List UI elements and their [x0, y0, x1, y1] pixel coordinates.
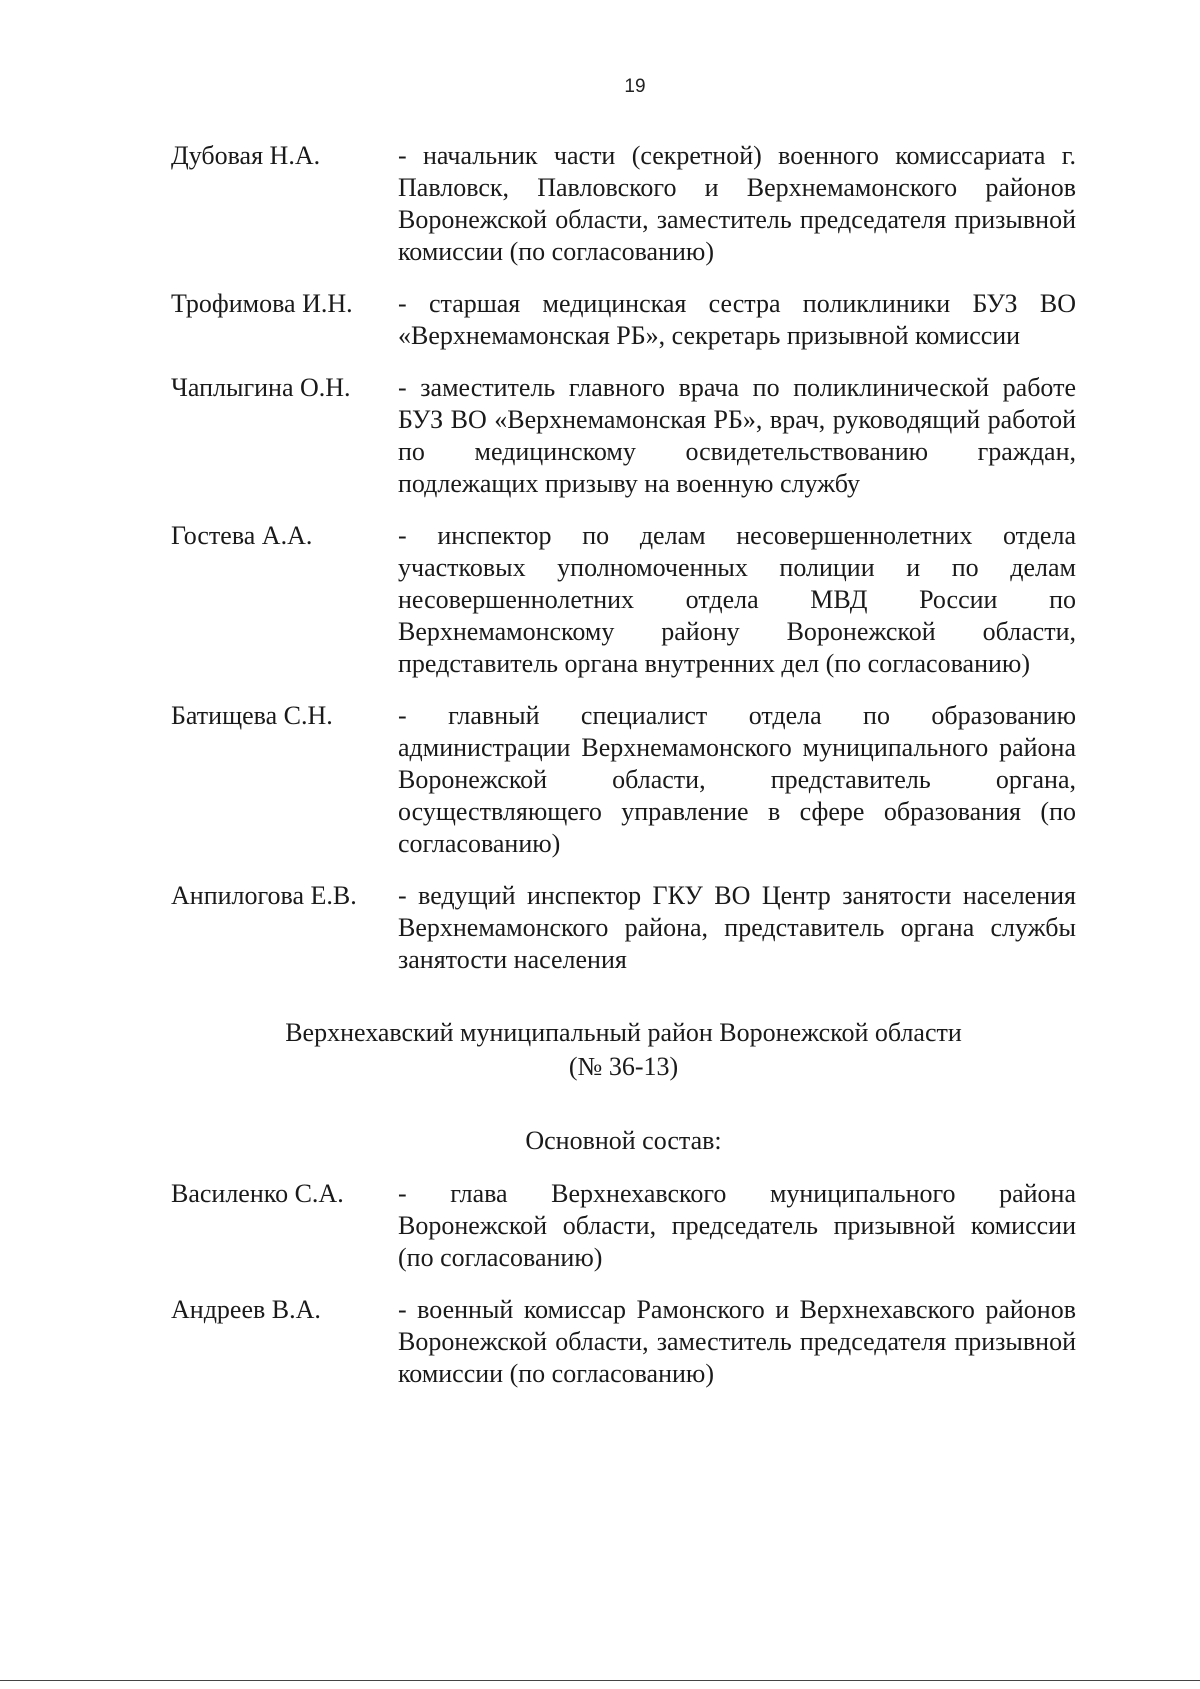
- composition-heading-block: [171, 1124, 1076, 1158]
- member-role: - начальник части (секретной) военного комиссариата г. Павловск, Павловского и Верхнемамонского районов Воронежской области, заместитель председателя призывной комиссии (по согласованию): [398, 141, 1076, 266]
- commission-member-entry: [171, 880, 1076, 976]
- composition-heading: Основной состав:: [525, 1126, 722, 1155]
- commission-member-entry: [171, 140, 1076, 268]
- commission-member-entry: [171, 1178, 1076, 1274]
- member-role: - старшая медицинская сестра поликлиники БУЗ ВО «Верхнемамонская РБ», секретарь призывной комиссии: [398, 289, 1076, 350]
- member-name: Трофимова И.Н.: [171, 289, 353, 318]
- member-role: - инспектор по делам несовершеннолетних отдела участковых уполномоченных полиции и по делам несовершеннолетних отдела МВД России по Верхнемамонскому району Воронежской области, представитель органа внутренних дел (по согласованию): [398, 521, 1076, 678]
- district-number: (№ 36-13): [568, 1052, 679, 1081]
- document-body: [171, 140, 1076, 1410]
- member-name: Дубовая Н.А.: [171, 141, 321, 170]
- district-heading: [171, 1016, 1076, 1084]
- member-role: - глава Верхнехавского муниципального района Воронежской области, председатель призывной комиссии (по согласованию): [398, 1179, 1076, 1272]
- member-name: Чаплыгина О.Н.: [171, 373, 351, 402]
- commission-member-entry: [171, 1294, 1076, 1390]
- member-role: - главный специалист отдела по образованию администрации Верхнемамонского муниципального района Воронежской области, представитель органа, осуществляющего управление в сфере образования (по согласованию): [398, 701, 1076, 858]
- page-bottom-divider: [0, 1680, 1200, 1681]
- commission-member-entry: [171, 700, 1076, 860]
- member-name: Василенко С.А.: [171, 1179, 344, 1208]
- commission-member-entry: [171, 288, 1076, 352]
- member-name: Гостева А.А.: [171, 521, 313, 550]
- member-name: Батищева С.Н.: [171, 701, 333, 730]
- member-name: Анпилогова Е.В.: [171, 881, 357, 910]
- member-role: - ведущий инспектор ГКУ ВО Центр занятости населения Верхнемамонского района, представитель органа службы занятости населения: [398, 881, 1076, 974]
- commission-member-entry: [171, 372, 1076, 500]
- district-title: Верхнехавский муниципальный район Воронежской области: [285, 1018, 962, 1047]
- commission-member-entry: [171, 520, 1076, 680]
- page-number: 19: [624, 76, 646, 97]
- member-role: - заместитель главного врача по поликлинической работе БУЗ ВО «Верхнемамонская РБ», врач, руководящий работой по медицинскому освидетельствованию граждан, подлежащих призыву на военную службу: [398, 373, 1076, 498]
- member-name: Андреев В.А.: [171, 1295, 321, 1324]
- member-role: - военный комиссар Рамонского и Верхнехавского районов Воронежской области, заместитель председателя призывной комиссии (по согласованию): [398, 1295, 1076, 1388]
